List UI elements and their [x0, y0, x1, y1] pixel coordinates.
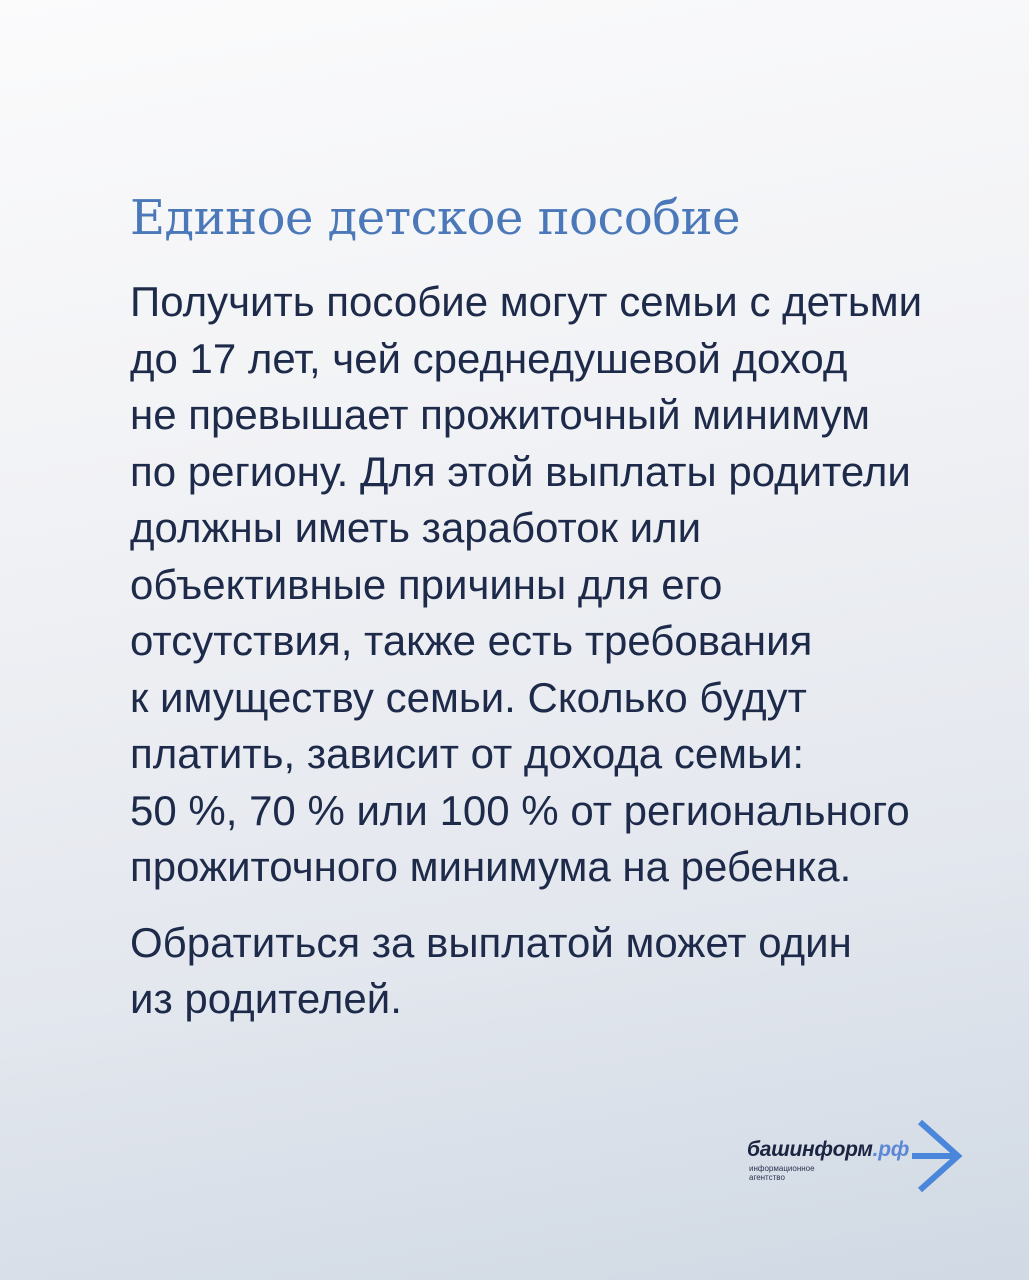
logo-wordmark: [747, 1138, 909, 1162]
text-line: к имуществу семьи. Сколько будут: [130, 673, 807, 721]
paragraph-who-applies: [130, 915, 990, 1028]
text-line: не превышает прожиточный минимум: [130, 391, 870, 438]
paragraph-eligibility: [130, 274, 990, 896]
text-line: должны иметь заработок или: [130, 504, 702, 551]
text-line: 50 %, 70 % или 100 % от регионального: [130, 786, 910, 834]
text-line: отсутствия, также есть требования: [130, 617, 813, 664]
logo-domain-text: .рф: [872, 1138, 910, 1161]
text-line: Получить пособие могут семьи с детьми: [130, 278, 923, 325]
logo-subtitle-line: информационное: [749, 1164, 815, 1173]
text-line: прожиточного минимума на ребенка.: [130, 843, 852, 890]
card-title: Единое детское пособие: [130, 190, 741, 246]
logo-subtitle-line: агентство: [749, 1173, 785, 1182]
bashinform-logo: [744, 1116, 974, 1196]
arrow-right-icon: [912, 1116, 968, 1196]
card-body: [130, 274, 990, 1028]
text-line: объективные причины для его: [130, 560, 723, 608]
text-line: из родителей.: [130, 975, 402, 1022]
text-line: по региону. Для этой выплаты родители: [130, 447, 911, 495]
text-line: платить, зависит от дохода семьи:: [130, 730, 805, 777]
text-line: до 17 лет, чей среднедушевой доход: [130, 334, 848, 382]
text-line: Обратиться за выплатой может один: [130, 918, 852, 966]
logo-subtitle: [749, 1164, 815, 1182]
logo-name-text: башинформ: [747, 1138, 873, 1161]
